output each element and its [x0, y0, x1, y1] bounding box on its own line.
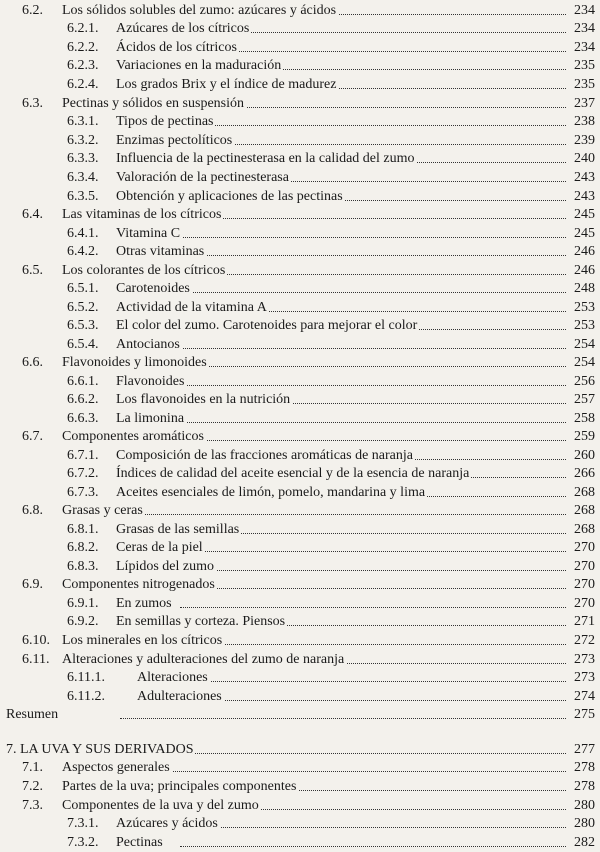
- dot-leader: [180, 570, 566, 571]
- toc-entry: [0, 558, 600, 576]
- toc-entry-title: Aspectos generales: [62, 760, 170, 775]
- toc-entry-title: Carotenoides: [116, 281, 190, 296]
- toc-entry-page: 270: [571, 539, 595, 557]
- toc-entry-number: 6.2.1.: [67, 21, 99, 36]
- toc-entry-number: 6.8.2.: [67, 540, 99, 555]
- toc-entry: [0, 243, 600, 261]
- toc-entry-page: 239: [571, 132, 595, 150]
- toc-entry-number: 6.7.: [22, 429, 43, 444]
- toc-entry-number: 7.1.: [22, 760, 43, 775]
- dot-leader: [180, 144, 566, 145]
- dot-leader: [200, 700, 566, 701]
- toc-entry-page: 234: [571, 2, 595, 20]
- dot-leader: [180, 348, 566, 349]
- toc-entry-title: Alteraciones y adulteraciones del zumo de naranja: [62, 652, 345, 667]
- toc-entry: [0, 741, 600, 759]
- toc-entry-title: Flavonoides: [116, 374, 185, 389]
- toc-entry-number: 6.8.1.: [67, 522, 99, 537]
- toc-entry-number: 7.3.1.: [67, 816, 99, 831]
- dot-leader: [120, 718, 566, 719]
- dot-leader: [180, 292, 566, 293]
- dot-leader: [180, 237, 566, 238]
- toc-entry-page: 270: [571, 595, 595, 613]
- toc-entry: [0, 447, 600, 465]
- toc-entry-number: 6.3.4.: [67, 170, 99, 185]
- toc-entry: [0, 595, 600, 613]
- toc-entry-page: 282: [571, 834, 595, 852]
- toc-entry-number: 6.9.2.: [67, 614, 99, 629]
- toc-entry-number: 6.11.: [22, 652, 50, 667]
- toc-entry: [0, 613, 600, 631]
- toc-entry-page: 246: [571, 262, 595, 280]
- toc-entry-number: 6.7.3.: [67, 485, 99, 500]
- toc-entry-title: En zumos: [116, 596, 172, 611]
- toc-entry-page: 277: [571, 741, 595, 759]
- toc-entry: [0, 20, 600, 38]
- toc-entry-title: Composición de las fracciones aromáticas de naranja: [116, 448, 413, 463]
- toc-entry-page: 245: [571, 225, 595, 243]
- toc-entry: [0, 373, 600, 391]
- toc-entry: [0, 539, 600, 557]
- toc-entry: [0, 778, 600, 796]
- toc-entry: [0, 428, 600, 446]
- toc-entry-title: Alteraciones: [137, 670, 208, 685]
- toc-entry-title: Antocianos: [116, 337, 180, 352]
- dot-leader: [180, 846, 566, 847]
- toc-entry-title: En semillas y corteza. Piensos: [116, 614, 286, 629]
- toc-entry: [0, 188, 600, 206]
- toc-entry-title: Grasas y ceras: [62, 503, 143, 518]
- toc-entry-page: 248: [571, 280, 595, 298]
- toc-entry-title: Los grados Brix y el índice de madurez: [116, 77, 337, 92]
- toc-entry-page: 273: [571, 651, 595, 669]
- toc-entry-number: 6.10.: [22, 633, 50, 648]
- toc-entry-number: 6.9.: [22, 577, 43, 592]
- toc-entry-title: Las vitaminas de los cítricos: [62, 207, 222, 222]
- toc-entry-number: 6.3.1.: [67, 114, 99, 129]
- toc-entry-number: 6.6.: [22, 355, 43, 370]
- toc-entry-title: Vitamina C: [116, 226, 181, 241]
- toc-entry-number: 6.5.3.: [67, 318, 99, 333]
- toc-entry: [0, 354, 600, 372]
- toc-entry-page: 256: [571, 373, 595, 391]
- toc-entry-page: 253: [571, 299, 595, 317]
- toc-entry-title: Variaciones en la maduración: [116, 58, 282, 73]
- toc-entry-title: Influencia de la pectinesterasa en la calidad del zumo: [116, 151, 415, 166]
- toc-entry-title: Índices de calidad del aceite esencial y de la esencia de naranja: [116, 466, 470, 481]
- toc-entry-page: 260: [571, 447, 595, 465]
- toc-entry-page: 278: [571, 778, 595, 796]
- toc-entry-number: 6.7.2.: [67, 466, 99, 481]
- toc-entry-page: 254: [571, 354, 595, 372]
- toc-entry: [0, 815, 600, 833]
- toc-entry-title: Obtención y aplicaciones de las pectinas: [116, 189, 343, 204]
- toc-entry-title: 7. LA UVA Y SUS DERIVADOS: [6, 742, 194, 757]
- toc-entry-number: 6.3.3.: [67, 151, 99, 166]
- toc-entry-page: 274: [571, 688, 595, 706]
- toc-entry: [0, 225, 600, 243]
- toc-entry: [0, 317, 600, 335]
- toc-entry-title: Adulteraciones: [137, 689, 222, 704]
- toc-entry-title: Tipos de pectinas: [116, 114, 214, 129]
- toc-entry-number: 6.5.: [22, 263, 43, 278]
- toc-entry-title: Azúcares de los cítricos: [116, 21, 250, 36]
- toc-entry-number: 6.3.: [22, 96, 43, 111]
- toc-entry: [0, 391, 600, 409]
- toc-entry-page: 253: [571, 317, 595, 335]
- toc-entry-page: 268: [571, 521, 595, 539]
- dot-leader: [180, 255, 566, 256]
- toc-entry-title: Partes de la uva; principales componentes: [62, 779, 297, 794]
- toc-entry: [0, 76, 600, 94]
- toc-entry: [0, 39, 600, 57]
- toc-entry: [0, 169, 600, 187]
- toc-entry: [0, 521, 600, 539]
- toc-entry-title: Los sólidos solubles del zumo: azúcares y ácidos: [62, 3, 337, 18]
- toc-entry-page: 240: [571, 150, 595, 168]
- dot-leader: [200, 681, 566, 682]
- toc-entry-page: 234: [571, 20, 595, 38]
- toc-entry-number: 6.8.: [22, 503, 43, 518]
- toc-entry-page: 275: [571, 706, 595, 724]
- toc-entry: [0, 834, 600, 852]
- toc-entry: [0, 759, 600, 777]
- toc-entry-title: Los colorantes de los cítricos: [62, 263, 226, 278]
- toc-entry-page: 235: [571, 76, 595, 94]
- toc-entry-title: Grasas de las semillas: [116, 522, 240, 537]
- dot-leader: [180, 607, 566, 608]
- toc-entry-number: 6.6.3.: [67, 411, 99, 426]
- toc-entry-page: 268: [571, 484, 595, 502]
- toc-entry-title: Enzimas pectolíticos: [116, 133, 233, 148]
- toc-entry: [0, 706, 600, 724]
- dot-leader: [140, 514, 566, 515]
- toc-entry: [0, 484, 600, 502]
- toc-entry-page: 266: [571, 465, 595, 483]
- toc-entry-page: 268: [571, 502, 595, 520]
- toc-entry-page: 280: [571, 815, 595, 833]
- toc-entry-title: Actividad de la vitamina A: [116, 300, 267, 315]
- toc-entry: [0, 2, 600, 20]
- toc-entry-page: 272: [571, 632, 595, 650]
- toc-entry-page: 278: [571, 759, 595, 777]
- toc-entry: [0, 280, 600, 298]
- toc-entry-number: 6.11.2.: [67, 689, 105, 704]
- toc-entry: [0, 299, 600, 317]
- toc-entry-title: Pectinas y sólidos en suspensión: [62, 96, 244, 111]
- toc-entry-number: 6.3.5.: [67, 189, 99, 204]
- toc-entry: [0, 502, 600, 520]
- toc-entry-number: 6.2.4.: [67, 77, 99, 92]
- toc-entry-title: Valoración de la pectinesterasa: [116, 170, 289, 185]
- toc-entry-number: 6.7.1.: [67, 448, 99, 463]
- toc-entry-page: 238: [571, 113, 595, 131]
- toc-entry-page: 258: [571, 410, 595, 428]
- toc-entry-number: 6.2.3.: [67, 58, 99, 73]
- toc-entry-page: 270: [571, 558, 595, 576]
- toc-entry: [0, 95, 600, 113]
- toc-entry-title: Resumen: [6, 707, 59, 722]
- toc-entry: [0, 57, 600, 75]
- toc-entry-number: 6.2.: [22, 3, 43, 18]
- toc-entry: [0, 132, 600, 150]
- toc-entry: [0, 669, 600, 687]
- toc-entry-page: 243: [571, 169, 595, 187]
- dot-leader: [140, 771, 566, 772]
- toc-entry-number: 6.8.3.: [67, 559, 99, 574]
- toc-entry: [0, 797, 600, 815]
- toc-entry-title: Flavonoides y limonoides: [62, 355, 207, 370]
- dot-leader: [180, 385, 566, 386]
- toc-entry: [0, 206, 600, 224]
- toc-entry: [0, 688, 600, 706]
- toc-entry-title: Aceites esenciales de limón, pomelo, mandarina y lima: [116, 485, 426, 500]
- toc-entry-number: 6.11.1.: [67, 670, 105, 685]
- toc-entry-title: El color del zumo. Carotenoides para mejorar el color: [116, 318, 418, 333]
- toc-entry: [0, 410, 600, 428]
- toc-entry-number: 6.5.2.: [67, 300, 99, 315]
- toc-entry-page: 237: [571, 95, 595, 113]
- dot-leader: [180, 827, 566, 828]
- toc-entry: [0, 113, 600, 131]
- toc-entry-title: Componentes de la uva y del zumo: [62, 798, 259, 813]
- toc-entry-page: 246: [571, 243, 595, 261]
- toc-entry-number: 6.6.1.: [67, 374, 99, 389]
- dot-leader: [180, 551, 566, 552]
- toc-entry-page: 271: [571, 613, 595, 631]
- toc-entry-number: 6.4.: [22, 207, 43, 222]
- toc-entry-number: 6.2.2.: [67, 40, 99, 55]
- toc-entry-page: 259: [571, 428, 595, 446]
- toc-entry-title: Los flavonoides en la nutrición: [116, 392, 291, 407]
- toc-entry-page: 234: [571, 39, 595, 57]
- toc-entry-number: 6.3.2.: [67, 133, 99, 148]
- toc-entry-page: 280: [571, 797, 595, 815]
- toc-entry-number: 6.4.2.: [67, 244, 99, 259]
- toc-entry: [0, 336, 600, 354]
- toc-entry-title: La limonina: [116, 411, 185, 426]
- toc-entry-title: Lípidos del zumo: [116, 559, 214, 574]
- toc-entry-page: 235: [571, 57, 595, 75]
- toc-entry-number: 7.3.: [22, 798, 43, 813]
- toc-entry: [0, 465, 600, 483]
- toc-entry: [0, 651, 600, 669]
- toc-entry-number: 7.2.: [22, 779, 43, 794]
- dot-leader: [180, 125, 566, 126]
- toc-entry-title: Ácidos de los cítricos: [116, 40, 237, 55]
- toc-entry-title: Pectinas: [116, 835, 163, 850]
- toc-entry-number: 6.6.2.: [67, 392, 99, 407]
- toc-entry-page: 273: [571, 669, 595, 687]
- toc-entry-title: Componentes aromáticos: [62, 429, 204, 444]
- toc-entry: [0, 632, 600, 650]
- toc-entry-page: 243: [571, 188, 595, 206]
- toc-entry: [0, 150, 600, 168]
- toc-entry-page: 254: [571, 336, 595, 354]
- toc-entry-number: 6.5.4.: [67, 337, 99, 352]
- toc-entry-number: 7.3.2.: [67, 835, 99, 850]
- toc-entry-title: Otras vitaminas: [116, 244, 205, 259]
- toc-entry-page: 257: [571, 391, 595, 409]
- toc-entry: [0, 576, 600, 594]
- toc-entry-title: Azúcares y ácidos: [116, 816, 218, 831]
- toc-entry-page: 270: [571, 576, 595, 594]
- toc-entry-title: Componentes nitrogenados: [62, 577, 215, 592]
- toc-entry-number: 6.5.1.: [67, 281, 99, 296]
- toc-entry-page: 245: [571, 206, 595, 224]
- toc-entry-number: 6.4.1.: [67, 226, 99, 241]
- toc-entry-number: 6.9.1.: [67, 596, 99, 611]
- toc-entry: [0, 262, 600, 280]
- dot-leader: [180, 422, 566, 423]
- toc-entry-title: Los minerales en los cítricos: [62, 633, 223, 648]
- toc-entry-title: Ceras de la piel: [116, 540, 203, 555]
